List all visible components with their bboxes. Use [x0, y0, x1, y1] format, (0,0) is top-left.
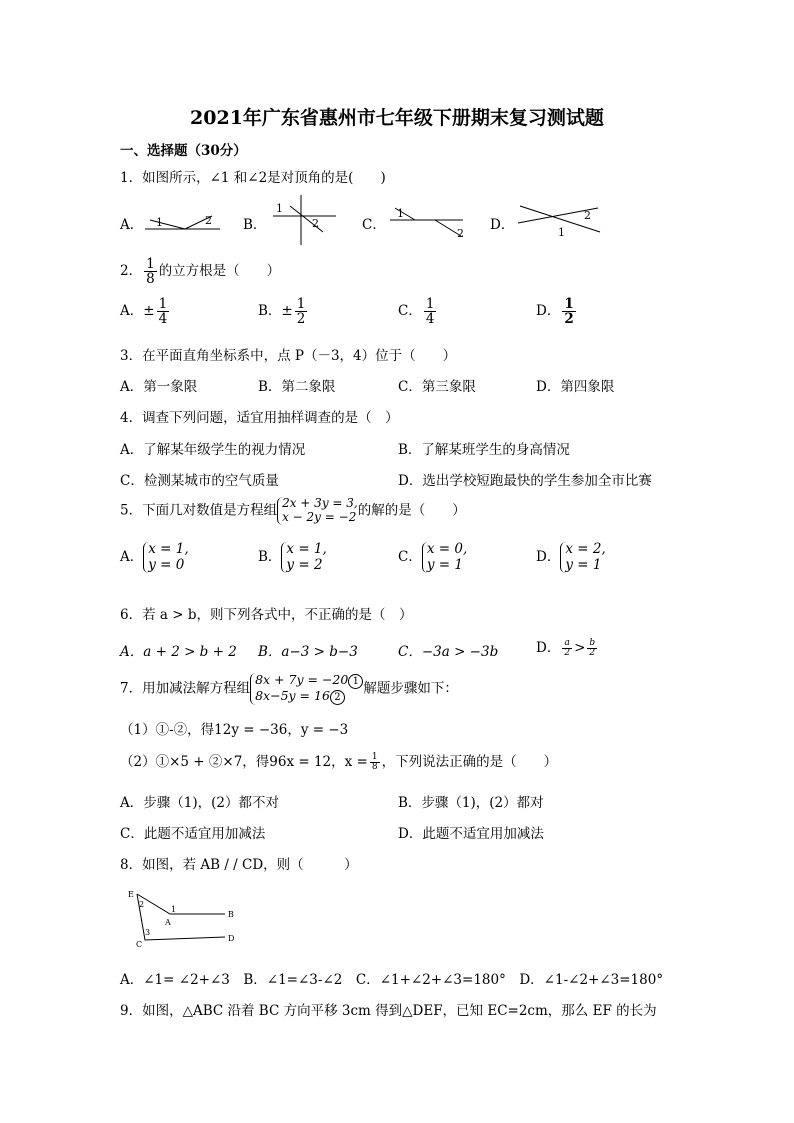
q1-option-b-label: B．: [243, 217, 267, 233]
page-title: 2021年广东省惠州市七年级下册期末复习测试题: [190, 107, 604, 129]
q1-option-c-label: C．: [362, 217, 386, 233]
q7-option-a: A．步骤（1)，(2）都不对: [120, 795, 279, 811]
q1a-angle-1: 1: [156, 216, 163, 229]
q1a-angle-2: 2: [205, 214, 212, 227]
q8-angle-2: 2: [139, 900, 145, 909]
question-5: 5．下面几对数值是方程组 2x + 3y = 3, x − 2y = −2的解的是（ ）: [120, 496, 466, 524]
question-4: 4．调查下列问题，适宜用抽样调查的是（ ）: [120, 410, 399, 426]
q1-figure-d: [514, 198, 614, 240]
q1b-angle-2: 2: [312, 217, 319, 230]
q1b-angle-1: 1: [276, 202, 283, 215]
question-9: 9．如图，△ABC 沿着 BC 方向平移 3cm 得到△DEF，已知 EC=2cm，那么 EF 的长为: [120, 1003, 657, 1019]
q3-option-b: B．第二象限: [258, 379, 336, 395]
question-6: 6．若 a > b，则下列各式中，不正确的是（ ）: [120, 607, 413, 623]
q8-label-e: E: [128, 890, 134, 899]
circled-2: 2: [330, 690, 345, 705]
section-heading: 一、选择题（30分）: [120, 143, 247, 159]
q1-option-a-label: A．: [120, 217, 144, 233]
q8-label-a: A: [165, 918, 171, 927]
question-3: 3．在平面直角坐标系中，点 P（－3，4）位于（ ）: [120, 348, 457, 364]
q3-option-d: D．第四象限: [536, 379, 615, 395]
q6-option-a: A．a + 2 > b + 2: [120, 644, 237, 660]
q2-option-a: A．± $\frac{1}{4}$: [120, 296, 168, 328]
q1-option-d-label: D．: [490, 217, 515, 233]
q5-option-a: A．x = 1, y = 0: [120, 541, 189, 573]
q4-option-c: C．检测某城市的空气质量: [120, 473, 279, 489]
q1c-angle-2: 2: [457, 227, 464, 240]
question-7: 7．用加减法解方程组8x + 7y = −20 1 8x−5y = 16 2解题步骤如下：: [120, 672, 458, 703]
q5-option-b: B．x = 1, y = 2: [258, 541, 327, 573]
q4-option-d: D．选出学校短跑最快的学生参加全市比赛: [398, 473, 652, 489]
q1d-angle-2: 2: [584, 209, 591, 222]
q8-label-d: D: [228, 934, 235, 943]
q1-figure-a: [140, 200, 230, 240]
q3-option-a: A．第一象限: [120, 379, 198, 395]
question-8: 8．如图，若 AB / / CD，则（ ）: [120, 857, 358, 873]
q8-label-c: C: [136, 940, 143, 949]
q1-figure-c: [385, 200, 475, 240]
q6-option-b: B．a−3 > b−3: [258, 644, 358, 660]
q6-option-c: C．−3a > −3b: [398, 644, 499, 660]
question-2: 2． $\frac{1}{8}$ 的立方根是（ ）: [120, 256, 281, 288]
q1-figure-b: [268, 192, 343, 247]
q5-option-c: C．x = 0, y = 1: [398, 541, 468, 573]
q2-option-b: B．± $\frac{1}{2}$: [258, 296, 306, 328]
q5-option-d: D．x = 2, y = 1: [536, 541, 606, 573]
question-1: 1．如图所示，∠1 和∠2是对顶角的是( ): [120, 170, 386, 186]
q2-option-c: C． $\frac{1}{4}$: [398, 296, 435, 328]
q1d-angle-1: 1: [558, 226, 565, 239]
q7-step-2: （2）①×5 + ②×7，得96x = 12，x = $\frac{1}{8}$ ，下列说法正确的是（ ）: [120, 751, 558, 772]
q7-option-c: C．此题不适宜用加减法: [120, 826, 266, 842]
q8-options: A．∠1= ∠2+∠3 B．∠1=∠3-∠2 C．∠1+∠2+∠3=180° D．∠1-∠2+∠3=180°: [120, 972, 664, 988]
q4-option-b: B．了解某班学生的身高情况: [398, 442, 570, 458]
q6-option-d: D． $\frac{a}{2}$ > $\frac{b}{2}$: [536, 637, 596, 658]
q4-option-a: A．了解某年级学生的视力情况: [120, 442, 306, 458]
q1c-angle-1: 1: [397, 207, 404, 220]
q8-figure: [125, 885, 245, 950]
q8-label-b: B: [228, 910, 234, 919]
q7-step-1: （1）①-②，得12y = −36，y = −3: [120, 722, 349, 738]
q7-option-b: B．步骤（1)，(2）都对: [398, 795, 544, 811]
q3-option-c: C．第三象限: [398, 379, 476, 395]
q2-option-d: D． $\frac{1}{2}$: [536, 296, 574, 328]
q8-angle-1: 1: [171, 905, 177, 914]
circled-1: 1: [348, 674, 363, 689]
q7-option-d: D．此题不适宜用加减法: [398, 826, 544, 842]
q8-angle-3: 3: [145, 928, 151, 937]
